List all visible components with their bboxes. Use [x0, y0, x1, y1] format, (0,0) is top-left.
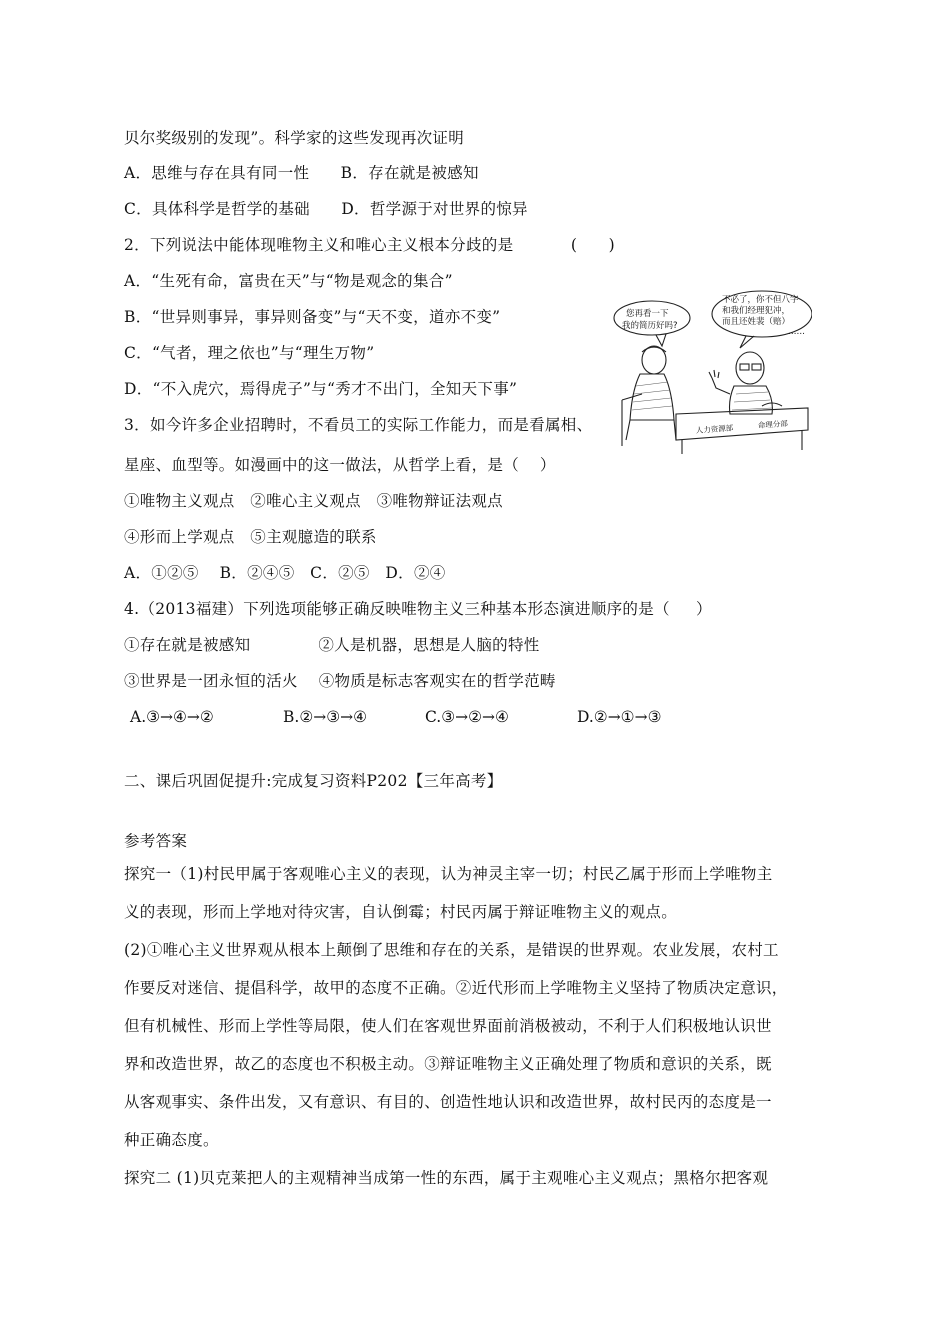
text-line-2: A．思维与存在具有同一性 B．存在就是被感知 [124, 164, 479, 182]
answer-line-4: 作要反对迷信、提倡科学，故甲的态度不正确。②近代形而上学唯物主义坚持了物质决定意识， [124, 979, 788, 997]
answers-heading: 参考答案 [124, 832, 188, 850]
section-heading-2: 二、课后巩固促提升:完成复习资料P202【三年高考】 [124, 772, 503, 790]
answer-line-6: 界和改造世界，故乙的态度也不积极主动。③辩证唯物主义正确处理了物质和意识的关系，既 [124, 1055, 772, 1073]
bubble-right-line-1: 不必了，你不但八字 [722, 295, 799, 305]
q4-option-b: B.②→③→④ [283, 708, 367, 726]
text-line-3: C．具体科学是哲学的基础 D．哲学源于对世界的惊异 [124, 200, 528, 218]
desk-sign-right: 命理分部 [757, 418, 789, 430]
answer-line-9: 探究二 (1)贝克莱把人的主观精神当成第一性的东西，属于主观唯心主义观点；黑格尔把客观 [124, 1169, 769, 1187]
q2-option-a: A．“生死有命，富贵在天”与“物是观念的集合” [124, 272, 453, 290]
q3-statements-2: ④形而上学观点 ⑤主观臆造的联系 [124, 528, 377, 546]
q2-option-b: B．“世异则事异，事异则备变”与“天不变，道亦不变” [124, 308, 501, 326]
answer-line-2: 义的表现，形而上学地对待灾害，自认倒霉；村民丙属于辩证唯物主义的观点。 [124, 903, 678, 921]
text-line-1: 贝尔奖级别的发现”。科学家的这些发现再次证明 [124, 129, 465, 147]
question-3: 3．如今许多企业招聘时，不看员工的实际工作能力，而是看属相、 [124, 416, 593, 434]
q4-statements-2: ③世界是一团永恒的活火 ④物质是标志客观实在的哲学范畴 [124, 672, 556, 690]
q2-option-c: C．“气者，理之依也”与“理生万物” [124, 344, 375, 362]
answer-line-5: 但有机械性、形而上学性等局限，使人们在客观世界面前消极被动，不利于人们积极地认识世 [124, 1017, 772, 1035]
q4-option-d: D.②→①→③ [577, 708, 662, 726]
bubble-left-line-2: 我的简历好吗? [622, 321, 678, 331]
question-3-cont: 星座、血型等。如漫画中的这一做法，从哲学上看，是（ ） [124, 456, 556, 474]
desk [676, 408, 808, 440]
desk-sign-left: 人力资源部 [695, 423, 734, 435]
question-2: 2．下列说法中能体现唯物主义和唯心主义根本分歧的是 ( ) [124, 236, 615, 254]
q4-statements-1: ①存在就是被感知 ②人是机器，思想是人脑的特性 [124, 636, 540, 654]
answer-line-8: 种正确态度。 [124, 1131, 219, 1149]
applicant-figure [642, 346, 666, 374]
q4-option-c: C.③→②→④ [425, 708, 509, 726]
q4-option-a: A.③→④→② [130, 708, 214, 726]
cartoon-illustration [612, 290, 812, 458]
question-4: 4.（2013福建）下列选项能够正确反映唯物主义三种基本形态演进顺序的是（ ） [124, 600, 712, 618]
bubble-left-line-1: 您再看一下 [626, 309, 669, 319]
answer-line-7: 从客观事实、条件出发，又有意识、有目的、创造性地认识和改造世界，故村民丙的态度是一 [124, 1093, 772, 1111]
q2-option-d: D．“不入虎穴，焉得虎子”与“秀才不出门，全知天下事” [124, 380, 518, 398]
answer-line-1: 探究一（1)村民甲属于客观唯心主义的表现，认为神灵主宰一切；村民乙属于形而上学唯物主 [124, 865, 773, 883]
q3-options: A．①②⑤ B．②④⑤ C．②⑤ D．②④ [124, 564, 446, 582]
bubble-right-line-4: …… [788, 327, 805, 337]
bubble-right-line-2: 和我们经理犯冲， [722, 306, 791, 316]
answer-line-3: (2)①唯心主义世界观从根本上颠倒了思维和存在的关系，是错误的世界观。农业发展，农村工 [124, 941, 779, 959]
q3-statements-1: ①唯物主义观点 ②唯心主义观点 ③唯物辩证法观点 [124, 492, 503, 510]
bubble-right-line-3: 而且还姓裴（赔） [722, 317, 791, 327]
